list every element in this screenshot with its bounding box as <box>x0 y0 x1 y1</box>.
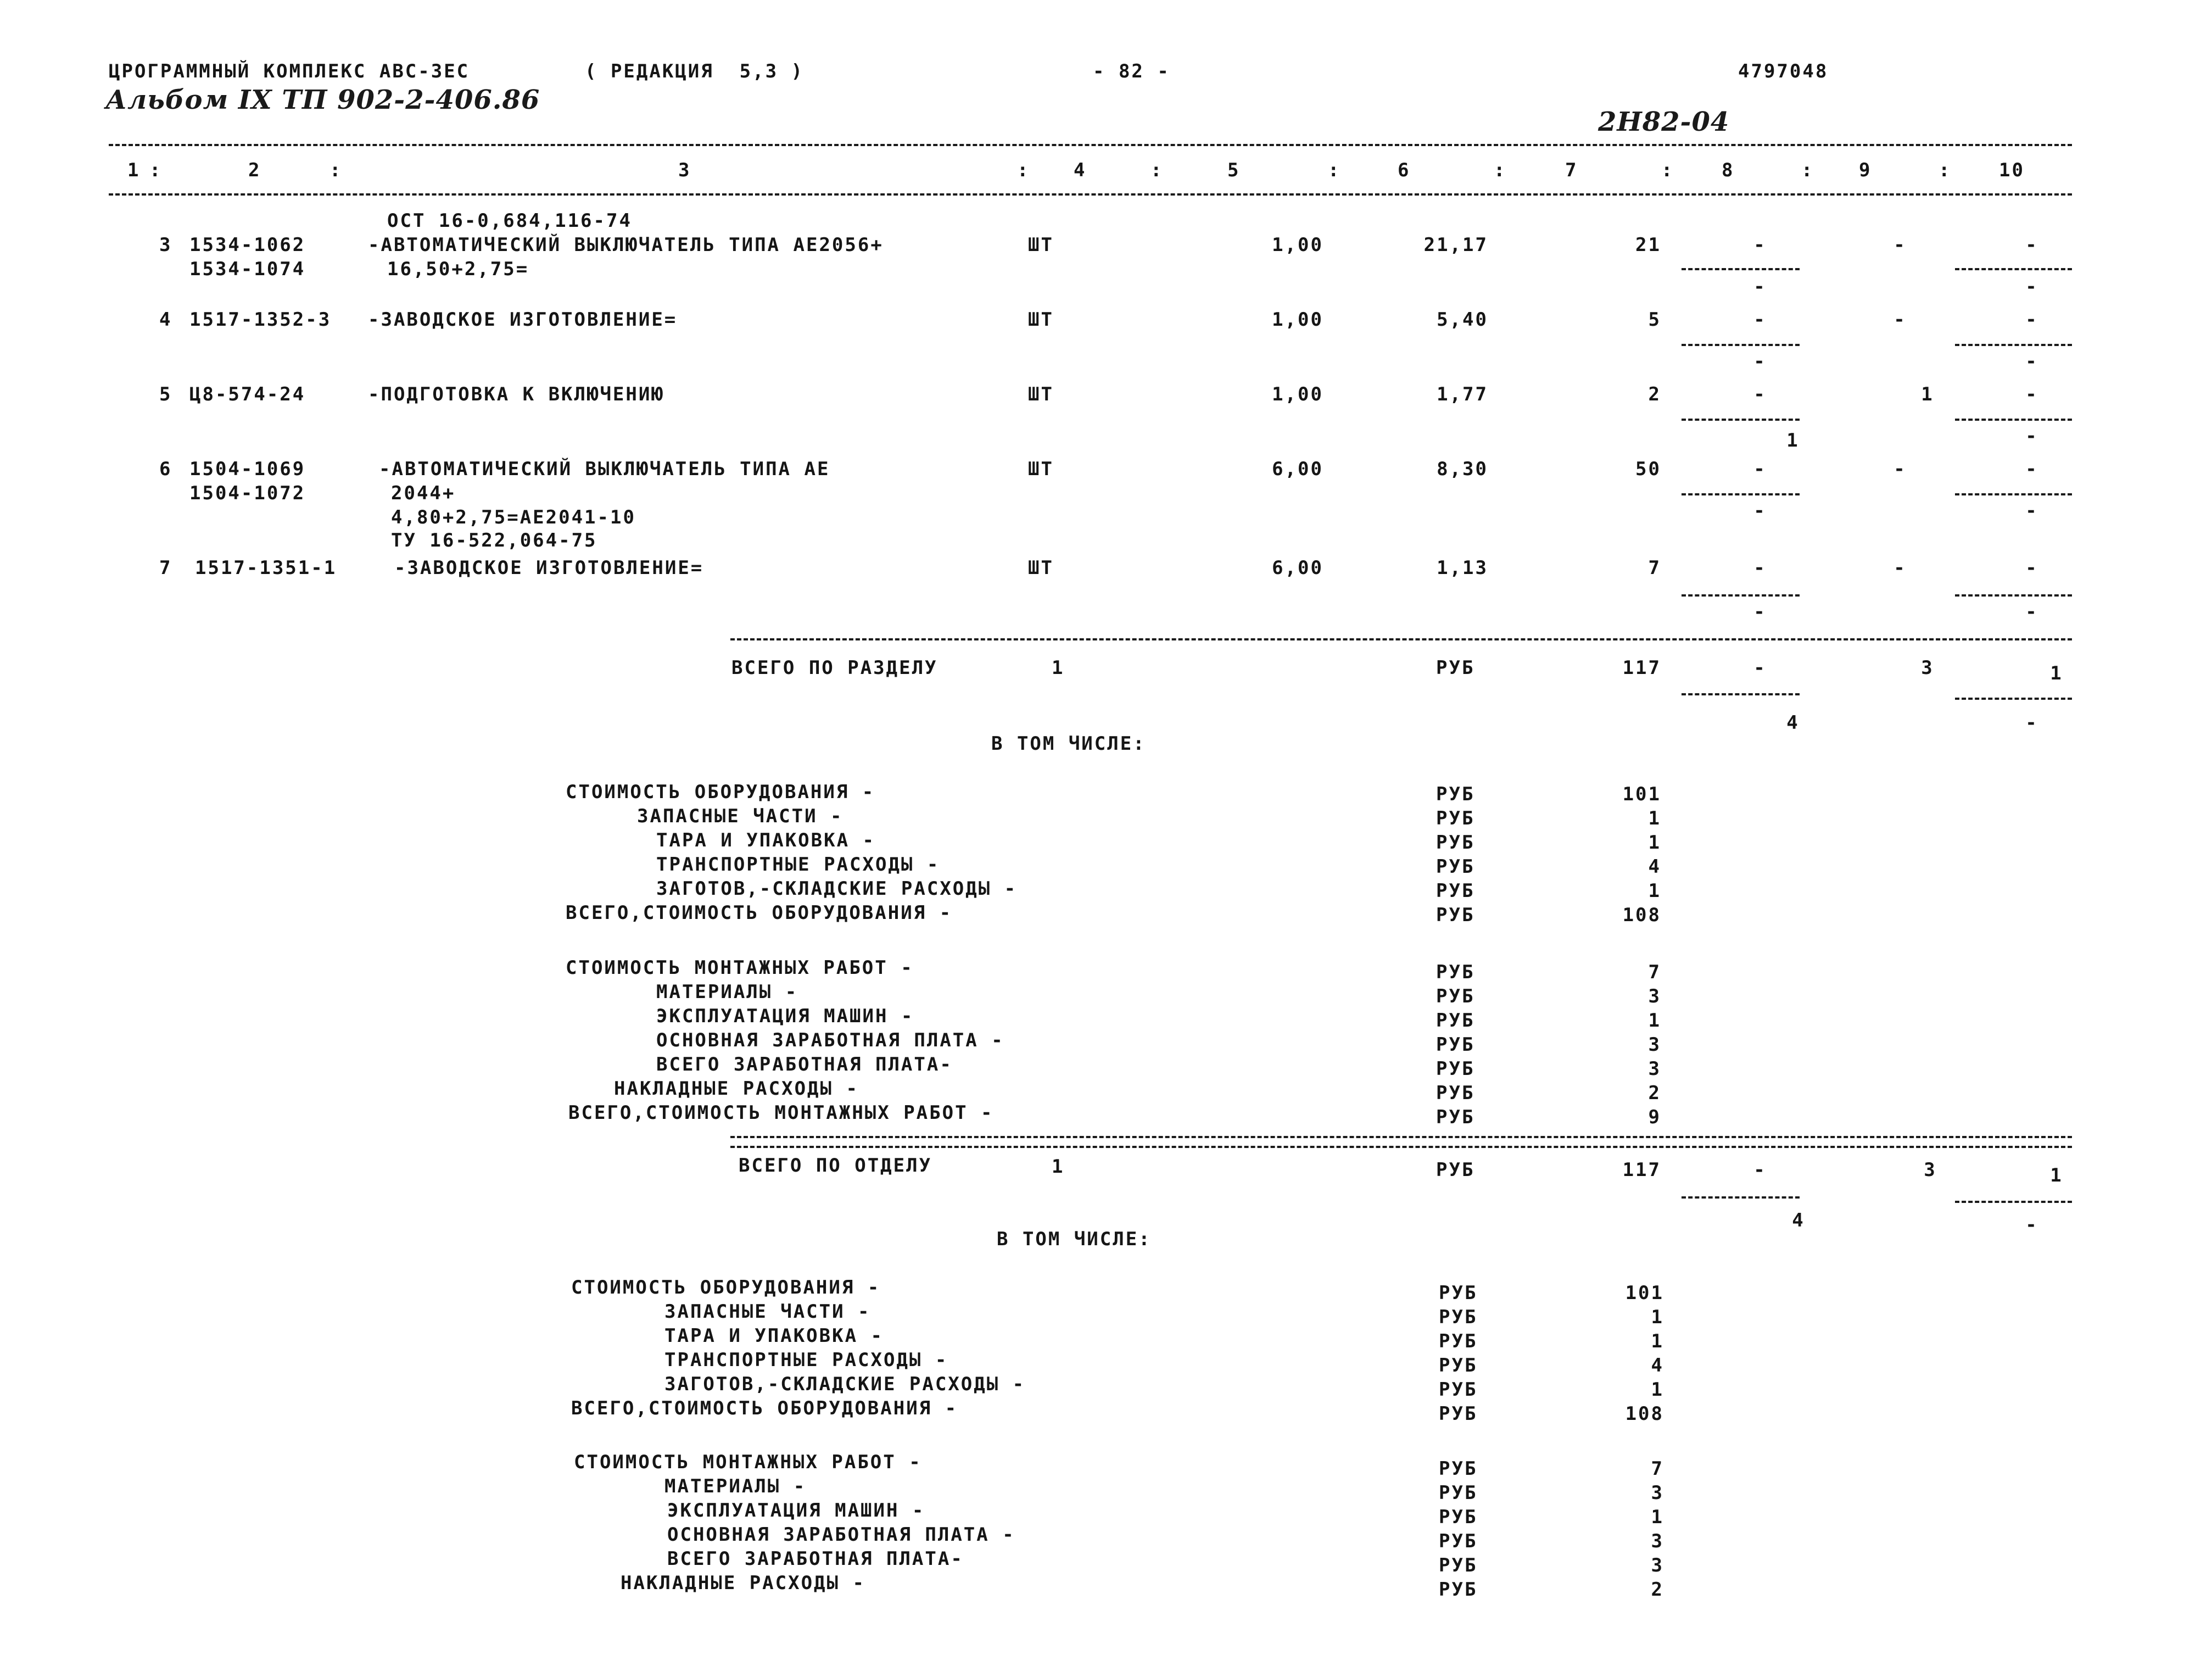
section-total-col8: - <box>1753 657 1767 679</box>
row-col10-lower: - <box>2025 350 2038 372</box>
breakdown-unit: РУБ <box>1436 783 1475 805</box>
breakdown-value: 1 <box>1651 1306 1664 1328</box>
row-col8-lower: - <box>1753 500 1767 522</box>
breakdown-unit: РУБ <box>1436 1082 1475 1104</box>
breakdown-label: ВСЕГО,СТОИМОСТЬ ОБОРУДОВАНИЯ - <box>571 1397 958 1419</box>
section-total-col10: 1 <box>2050 662 2063 684</box>
row-col8: - <box>1753 458 1767 480</box>
col-header-6: 6 <box>1398 159 1411 181</box>
breakdown-value: 4 <box>1651 1355 1664 1377</box>
row-description-2: 16,50+2,75= <box>387 258 529 280</box>
dept-total-label: ВСЕГО ПО ОТДЕЛУ <box>739 1155 932 1177</box>
row-col10: - <box>2025 234 2038 256</box>
breakdown-value: 3 <box>1648 1058 1661 1080</box>
row-col8: - <box>1753 557 1767 579</box>
row-code: 1504-1069 <box>189 458 306 480</box>
dept-total-col10-lower: - <box>2025 1214 2038 1236</box>
row-description: -АВТОМАТИЧЕСКИЙ ВЫКЛЮЧАТЕЛЬ ТИПА АЕ2056+ <box>368 234 884 256</box>
dept-total-col10: 1 <box>2050 1164 2063 1186</box>
cell-divider <box>1955 1201 2072 1203</box>
breakdown-value: 1 <box>1651 1379 1664 1401</box>
breakdown-label: ТАРА И УПАКОВКА - <box>664 1325 884 1347</box>
dept-total-col9: 3 <box>1924 1159 1937 1181</box>
breakdown-unit: РУБ <box>1436 880 1475 902</box>
row-quantity: 1,00 <box>1272 234 1323 256</box>
row-code: 1534-1062 <box>189 234 306 256</box>
cell-divider <box>1682 594 1800 597</box>
breakdown-value: 2 <box>1648 1082 1661 1104</box>
row-col9: 1 <box>1921 383 1934 405</box>
row-quantity: 1,00 <box>1272 309 1323 331</box>
row-unit-price: 21,17 <box>1423 234 1488 256</box>
col-sep: : <box>149 159 163 181</box>
row-col8-lower: - <box>1753 276 1767 298</box>
row-col10: - <box>2025 383 2038 405</box>
row-total: 50 <box>1635 458 1661 480</box>
breakdown-unit: РУБ <box>1436 985 1475 1007</box>
row-unit: ШТ <box>1028 557 1054 579</box>
col-sep: : <box>1150 159 1164 181</box>
row-col8: - <box>1753 234 1767 256</box>
breakdown-value: 101 <box>1625 1282 1664 1304</box>
row-description-2: 2044+ <box>391 482 456 504</box>
breakdown-label: ВСЕГО ЗАРАБОТНАЯ ПЛАТА- <box>667 1548 964 1570</box>
row-code: 1517-1351-1 <box>195 557 337 579</box>
cell-divider <box>1955 493 2072 495</box>
breakdown-unit: РУБ <box>1439 1506 1478 1528</box>
breakdown-value: 3 <box>1651 1530 1664 1552</box>
sheet-code-handwritten: 2Н82-04 <box>1598 107 1730 137</box>
col-sep: : <box>1328 159 1341 181</box>
breakdown-label: СТОИМОСТЬ МОНТАЖНЫХ РАБОТ - <box>566 957 914 979</box>
breakdown-unit: РУБ <box>1439 1306 1478 1328</box>
breakdown-value: 3 <box>1648 985 1661 1007</box>
row-col8-lower: - <box>1753 350 1767 372</box>
breakdown-unit: РУБ <box>1436 807 1475 829</box>
breakdown-unit: РУБ <box>1439 1282 1478 1304</box>
breakdown-value: 1 <box>1648 832 1661 854</box>
col-header-4: 4 <box>1074 159 1087 181</box>
breakdown-value: 7 <box>1648 961 1661 983</box>
breakdown-label: НАКЛАДНЫЕ РАСХОДЫ - <box>621 1572 865 1594</box>
row-unit-price: 8,30 <box>1437 458 1488 480</box>
breakdown-value: 1 <box>1648 807 1661 829</box>
dept-total-col8: - <box>1753 1159 1767 1181</box>
col-header-2: 2 <box>248 159 261 181</box>
row-unit: ШТ <box>1028 234 1054 256</box>
album-handwritten: Альбом IX ТП 902-2-406.86 <box>105 85 540 115</box>
breakdown-value: 1 <box>1651 1330 1664 1352</box>
breakdown-label: ТАРА И УПАКОВКА - <box>656 829 875 851</box>
breakdown-value: 3 <box>1651 1554 1664 1576</box>
breakdown-unit: РУБ <box>1439 1579 1478 1601</box>
section-total-col4: 1 <box>1052 657 1065 679</box>
breakdown-unit: РУБ <box>1439 1482 1478 1504</box>
section-total-value: 117 <box>1622 657 1661 679</box>
row-total: 5 <box>1648 309 1661 331</box>
row-col8: - <box>1753 383 1767 405</box>
row-col10-lower: - <box>2025 425 2038 447</box>
section-total-col9: 3 <box>1921 657 1934 679</box>
cell-divider <box>1682 268 1800 270</box>
breakdown-unit: РУБ <box>1439 1458 1478 1480</box>
breakdown-label: СТОИМОСТЬ ОБОРУДОВАНИЯ - <box>571 1277 881 1299</box>
breakdown-label: ВСЕГО,СТОИМОСТЬ ОБОРУДОВАНИЯ - <box>566 902 953 924</box>
cell-divider <box>1955 268 2072 270</box>
cell-divider <box>1955 698 2072 700</box>
breakdown-unit: РУБ <box>1436 1106 1475 1128</box>
cell-divider <box>1682 693 1800 695</box>
breakdown-value: 7 <box>1651 1458 1664 1480</box>
breakdown-unit: РУБ <box>1439 1379 1478 1401</box>
col-sep: : <box>329 159 343 181</box>
col-sep: : <box>1494 159 1507 181</box>
breakdown-unit: РУБ <box>1439 1330 1478 1352</box>
breakdown-unit: РУБ <box>1436 856 1475 878</box>
row-description-3: 4,80+2,75=АЕ2041-10 <box>391 506 636 528</box>
row-number: 3 <box>159 234 172 256</box>
breakdown-label: ТРАНСПОРТНЫЕ РАСХОДЫ - <box>664 1349 948 1371</box>
breakdown-label: МАТЕРИАЛЫ - <box>664 1475 807 1497</box>
breakdown-label: ВСЕГО,СТОИМОСТЬ МОНТАЖНЫХ РАБОТ - <box>568 1102 994 1124</box>
breakdown-unit: РУБ <box>1436 832 1475 854</box>
row-col8-lower: 1 <box>1786 430 1800 452</box>
col-header-10: 10 <box>1999 159 2025 181</box>
breakdown-label: ЭКСПЛУАТАЦИЯ МАШИН - <box>667 1500 925 1522</box>
row-code: 1517-1352-3 <box>189 309 332 331</box>
row-number: 6 <box>159 458 172 480</box>
document-number: 4797048 <box>1738 60 1829 82</box>
row-col10: - <box>2025 557 2038 579</box>
row-quantity: 6,00 <box>1272 557 1323 579</box>
breakdown-value: 1 <box>1648 880 1661 902</box>
breakdown-value: 1 <box>1648 1010 1661 1032</box>
col-header-7: 7 <box>1565 159 1578 181</box>
col-header-1: 1 <box>127 159 141 181</box>
row-total: 7 <box>1648 557 1661 579</box>
breakdown-value: 9 <box>1648 1106 1661 1128</box>
col-header-5: 5 <box>1227 159 1241 181</box>
including-heading-2: В ТОМ ЧИСЛЕ: <box>997 1228 1152 1250</box>
breakdown-unit: РУБ <box>1436 1034 1475 1056</box>
dept-total-rule <box>730 1136 2072 1138</box>
breakdown-value: 108 <box>1625 1403 1664 1425</box>
breakdown-unit: РУБ <box>1436 961 1475 983</box>
row-total: 21 <box>1635 234 1661 256</box>
breakdown-label: ЗАПАСНЫЕ ЧАСТИ - <box>637 805 844 827</box>
breakdown-unit: РУБ <box>1439 1403 1478 1425</box>
row-spec-note: ОСТ 16-0,684,116-74 <box>387 210 632 232</box>
row-col8: - <box>1753 309 1767 331</box>
col-sep: : <box>1661 159 1674 181</box>
row-col9: - <box>1893 458 1907 480</box>
breakdown-label: ВСЕГО ЗАРАБОТНАЯ ПЛАТА- <box>656 1054 953 1076</box>
row-col9: - <box>1893 557 1907 579</box>
breakdown-unit: РУБ <box>1439 1530 1478 1552</box>
breakdown-unit: РУБ <box>1439 1355 1478 1377</box>
section-total-rule <box>730 638 2072 640</box>
breakdown-label: ОСНОВНАЯ ЗАРАБОТНАЯ ПЛАТА - <box>667 1524 1015 1546</box>
cell-divider <box>1682 419 1800 421</box>
header-bottom-rule <box>109 193 2072 196</box>
dept-total-col4: 1 <box>1052 1156 1065 1178</box>
row-quantity: 1,00 <box>1272 383 1323 405</box>
breakdown-label: МАТЕРИАЛЫ - <box>656 981 798 1003</box>
row-col9: - <box>1893 309 1907 331</box>
breakdown-value: 4 <box>1648 856 1661 878</box>
row-unit: ШТ <box>1028 309 1054 331</box>
col-sep: : <box>1017 159 1030 181</box>
header-top-rule <box>109 144 2072 146</box>
cell-divider <box>1682 1196 1800 1199</box>
cell-divider <box>1955 594 2072 597</box>
row-quantity: 6,00 <box>1272 458 1323 480</box>
section-total-col8-lower: 4 <box>1786 712 1800 734</box>
row-col8-lower: - <box>1753 601 1767 623</box>
row-number: 4 <box>159 309 172 331</box>
col-header-8: 8 <box>1722 159 1735 181</box>
row-col10: - <box>2025 309 2038 331</box>
breakdown-unit: РУБ <box>1439 1554 1478 1576</box>
row-description: -АВТОМАТИЧЕСКИЙ ВЫКЛЮЧАТЕЛЬ ТИПА АЕ <box>379 458 830 480</box>
cell-divider <box>1682 344 1800 346</box>
cell-divider <box>1955 344 2072 346</box>
breakdown-unit: РУБ <box>1436 904 1475 926</box>
breakdown-label: ОСНОВНАЯ ЗАРАБОТНАЯ ПЛАТА - <box>656 1029 1004 1051</box>
row-unit: ШТ <box>1028 458 1054 480</box>
breakdown-label: СТОИМОСТЬ МОНТАЖНЫХ РАБОТ - <box>574 1451 922 1473</box>
col-sep: : <box>1801 159 1814 181</box>
breakdown-label: ЗАПАСНЫЕ ЧАСТИ - <box>664 1301 871 1323</box>
col-header-3: 3 <box>678 159 691 181</box>
col-header-9: 9 <box>1859 159 1872 181</box>
page-number: - 82 - <box>1093 60 1170 82</box>
row-code-2: 1504-1072 <box>189 482 306 504</box>
row-unit-price: 5,40 <box>1437 309 1488 331</box>
row-col10: - <box>2025 458 2038 480</box>
row-total: 2 <box>1648 383 1661 405</box>
breakdown-label: ЗАГОТОВ,-СКЛАДСКИЕ РАСХОДЫ - <box>656 878 1018 900</box>
row-unit-price: 1,13 <box>1437 557 1488 579</box>
dept-total-col8-lower: 4 <box>1792 1210 1805 1232</box>
row-unit-price: 1,77 <box>1437 383 1488 405</box>
row-col10-lower: - <box>2025 601 2038 623</box>
program-title: ЦРОГРАММНЫЙ КОМПЛЕКС АВС-3ЕС <box>109 60 470 82</box>
dept-total-value: 117 <box>1622 1159 1661 1181</box>
section-total-unit: РУБ <box>1436 657 1475 679</box>
breakdown-label: ЭКСПЛУАТАЦИЯ МАШИН - <box>656 1005 914 1027</box>
breakdown-label: СТОИМОСТЬ ОБОРУДОВАНИЯ - <box>566 781 875 803</box>
row-description: -ЗАВОДСКОЕ ИЗГОТОВЛЕНИЕ= <box>394 557 704 579</box>
section-total-label: ВСЕГО ПО РАЗДЕЛУ <box>731 657 938 679</box>
row-number: 5 <box>159 383 172 405</box>
col-sep: : <box>1939 159 1952 181</box>
dept-total-unit: РУБ <box>1436 1159 1475 1181</box>
row-description: -ПОДГОТОВКА К ВКЛЮЧЕНИЮ <box>368 383 664 405</box>
dept-total-rule-2 <box>730 1146 2072 1148</box>
row-code: Ц8-574-24 <box>189 383 306 405</box>
row-number: 7 <box>159 557 172 579</box>
breakdown-unit: РУБ <box>1436 1010 1475 1032</box>
breakdown-unit: РУБ <box>1436 1058 1475 1080</box>
breakdown-label: ТРАНСПОРТНЫЕ РАСХОДЫ - <box>656 854 940 876</box>
breakdown-value: 108 <box>1622 904 1661 926</box>
cell-divider <box>1682 493 1800 495</box>
row-col10-lower: - <box>2025 276 2038 298</box>
breakdown-label: ЗАГОТОВ,-СКЛАДСКИЕ РАСХОДЫ - <box>664 1373 1026 1395</box>
breakdown-value: 101 <box>1622 783 1661 805</box>
edition-label: ( РЕДАКЦИЯ 5,3 ) <box>585 60 804 82</box>
row-description-4: ТУ 16-522,064-75 <box>391 530 597 551</box>
row-col9: - <box>1893 234 1907 256</box>
breakdown-value: 3 <box>1651 1482 1664 1504</box>
row-description: -ЗАВОДСКОЕ ИЗГОТОВЛЕНИЕ= <box>368 309 678 331</box>
row-unit: ШТ <box>1028 383 1054 405</box>
breakdown-value: 2 <box>1651 1579 1664 1601</box>
breakdown-label: НАКЛАДНЫЕ РАСХОДЫ - <box>614 1078 859 1100</box>
breakdown-value: 1 <box>1651 1506 1664 1528</box>
cell-divider <box>1955 419 2072 421</box>
including-heading: В ТОМ ЧИСЛЕ: <box>991 733 1146 755</box>
row-code-2: 1534-1074 <box>189 258 306 280</box>
row-col10-lower: - <box>2025 500 2038 522</box>
breakdown-value: 3 <box>1648 1034 1661 1056</box>
section-total-col10-lower: - <box>2025 712 2038 734</box>
